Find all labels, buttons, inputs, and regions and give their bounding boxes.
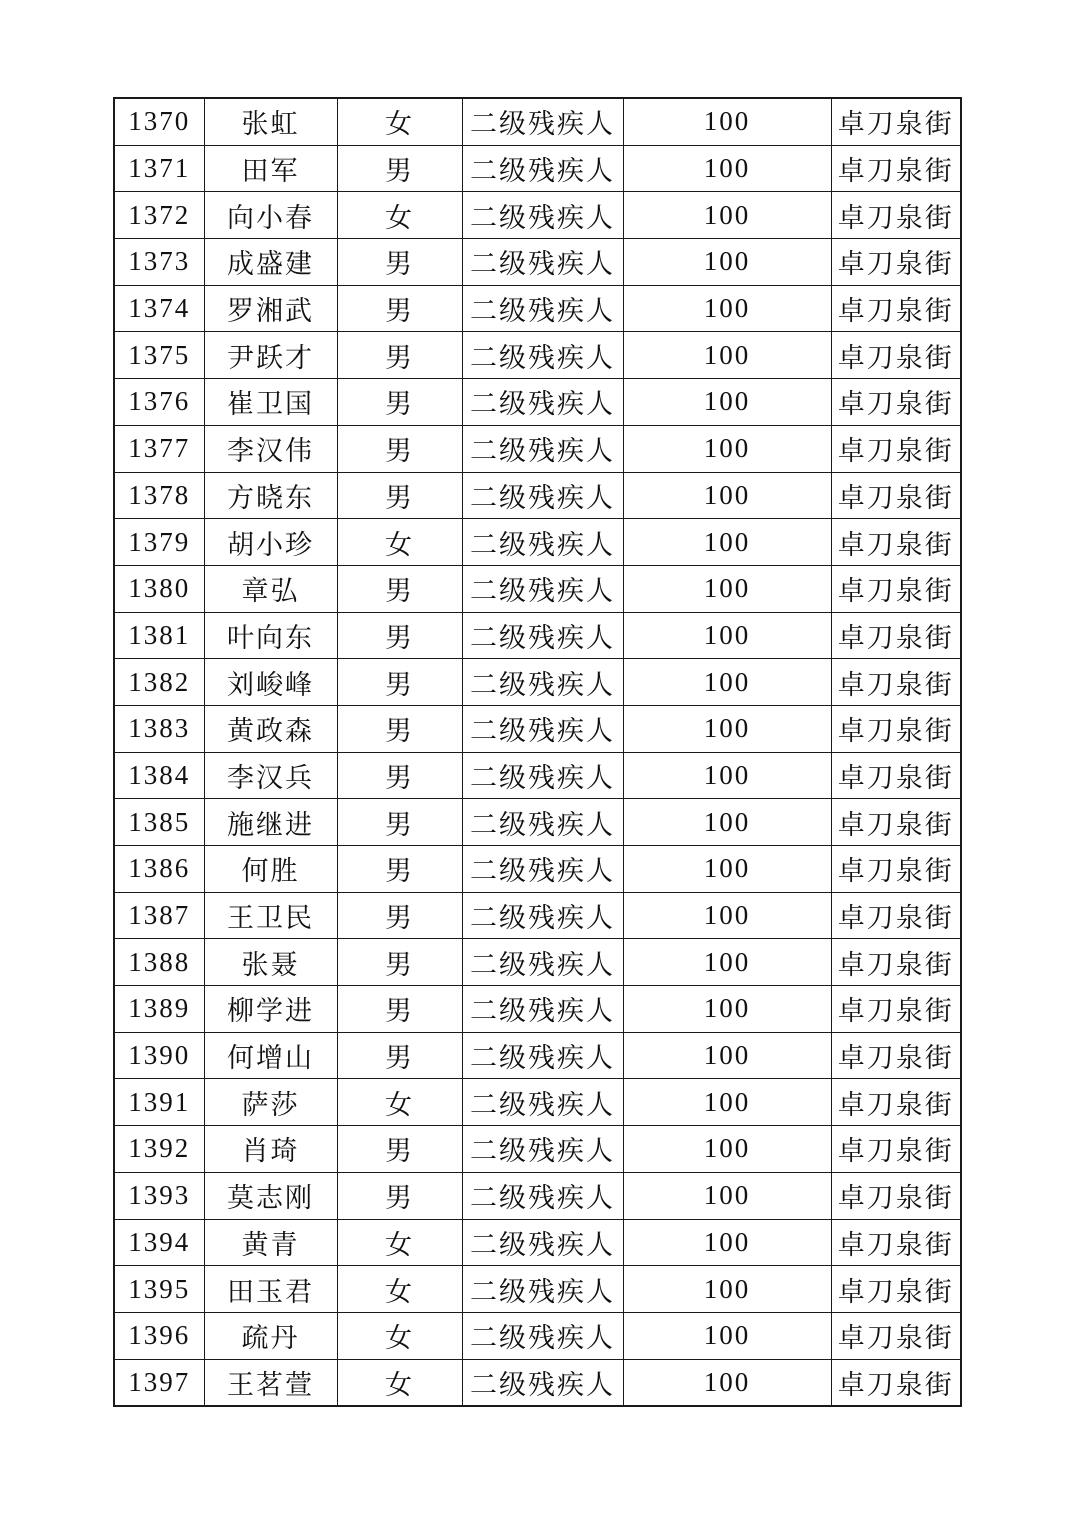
- cell-street: 卓刀泉街: [831, 1126, 961, 1173]
- cell-street: 卓刀泉街: [831, 425, 961, 472]
- cell-amount: 100: [623, 1312, 831, 1359]
- cell-disability-level: 二级残疾人: [462, 1359, 623, 1406]
- cell-disability-level: 二级残疾人: [462, 239, 623, 286]
- cell-disability-level: 二级残疾人: [462, 1219, 623, 1266]
- cell-amount: 100: [623, 1032, 831, 1079]
- table-row: [114, 1312, 961, 1359]
- table-row: [114, 98, 961, 145]
- cell-name: 田玉君: [204, 1266, 337, 1313]
- cell-number: 1374: [114, 285, 204, 332]
- cell-number: 1382: [114, 659, 204, 706]
- cell-amount: 100: [623, 425, 831, 472]
- table-row: [114, 1032, 961, 1079]
- cell-disability-level: 二级残疾人: [462, 1079, 623, 1126]
- cell-amount: 100: [623, 1172, 831, 1219]
- cell-disability-level: 二级残疾人: [462, 519, 623, 566]
- cell-name: 崔卫国: [204, 379, 337, 426]
- cell-name: 李汉伟: [204, 425, 337, 472]
- cell-amount: 100: [623, 1126, 831, 1173]
- cell-amount: 100: [623, 519, 831, 566]
- cell-street: 卓刀泉街: [831, 752, 961, 799]
- cell-number: 1380: [114, 565, 204, 612]
- table-row: [114, 472, 961, 519]
- table-row: [114, 1219, 961, 1266]
- cell-amount: 100: [623, 239, 831, 286]
- cell-street: 卓刀泉街: [831, 986, 961, 1033]
- cell-disability-level: 二级残疾人: [462, 192, 623, 239]
- cell-number: 1371: [114, 145, 204, 192]
- cell-number: 1390: [114, 1032, 204, 1079]
- cell-amount: 100: [623, 1079, 831, 1126]
- cell-gender: 男: [337, 799, 462, 846]
- cell-gender: 男: [337, 1126, 462, 1173]
- cell-name: 刘峻峰: [204, 659, 337, 706]
- cell-number: 1372: [114, 192, 204, 239]
- cell-amount: 100: [623, 1266, 831, 1313]
- cell-name: 田军: [204, 145, 337, 192]
- cell-disability-level: 二级残疾人: [462, 98, 623, 145]
- cell-amount: 100: [623, 659, 831, 706]
- cell-number: 1397: [114, 1359, 204, 1406]
- cell-number: 1381: [114, 612, 204, 659]
- cell-disability-level: 二级残疾人: [462, 986, 623, 1033]
- cell-street: 卓刀泉街: [831, 705, 961, 752]
- cell-number: 1377: [114, 425, 204, 472]
- cell-street: 卓刀泉街: [831, 612, 961, 659]
- table-row: [114, 986, 961, 1033]
- cell-disability-level: 二级残疾人: [462, 332, 623, 379]
- cell-amount: 100: [623, 846, 831, 893]
- table-row: [114, 145, 961, 192]
- cell-amount: 100: [623, 98, 831, 145]
- cell-amount: 100: [623, 145, 831, 192]
- table-row: [114, 1126, 961, 1173]
- cell-amount: 100: [623, 332, 831, 379]
- cell-street: 卓刀泉街: [831, 659, 961, 706]
- cell-amount: 100: [623, 379, 831, 426]
- cell-number: 1387: [114, 892, 204, 939]
- cell-name: 张虹: [204, 98, 337, 145]
- cell-disability-level: 二级残疾人: [462, 939, 623, 986]
- cell-name: 张聂: [204, 939, 337, 986]
- cell-number: 1388: [114, 939, 204, 986]
- cell-number: 1394: [114, 1219, 204, 1266]
- cell-number: 1393: [114, 1172, 204, 1219]
- cell-disability-level: 二级残疾人: [462, 379, 623, 426]
- cell-disability-level: 二级残疾人: [462, 425, 623, 472]
- cell-amount: 100: [623, 192, 831, 239]
- cell-gender: 女: [337, 192, 462, 239]
- cell-name: 罗湘武: [204, 285, 337, 332]
- cell-disability-level: 二级残疾人: [462, 285, 623, 332]
- table-row: [114, 752, 961, 799]
- table-row: [114, 425, 961, 472]
- cell-number: 1376: [114, 379, 204, 426]
- cell-gender: 男: [337, 472, 462, 519]
- cell-street: 卓刀泉街: [831, 846, 961, 893]
- cell-name: 疏丹: [204, 1312, 337, 1359]
- cell-number: 1375: [114, 332, 204, 379]
- cell-number: 1383: [114, 705, 204, 752]
- cell-number: 1391: [114, 1079, 204, 1126]
- cell-street: 卓刀泉街: [831, 239, 961, 286]
- cell-number: 1392: [114, 1126, 204, 1173]
- table-row: [114, 1172, 961, 1219]
- cell-street: 卓刀泉街: [831, 472, 961, 519]
- table-row: [114, 1359, 961, 1406]
- cell-gender: 男: [337, 846, 462, 893]
- cell-name: 施继进: [204, 799, 337, 846]
- cell-number: 1386: [114, 846, 204, 893]
- cell-street: 卓刀泉街: [831, 565, 961, 612]
- cell-name: 李汉兵: [204, 752, 337, 799]
- table-row: [114, 379, 961, 426]
- cell-amount: 100: [623, 1359, 831, 1406]
- cell-amount: 100: [623, 285, 831, 332]
- cell-gender: 男: [337, 612, 462, 659]
- cell-disability-level: 二级残疾人: [462, 145, 623, 192]
- cell-gender: 男: [337, 1172, 462, 1219]
- cell-street: 卓刀泉街: [831, 192, 961, 239]
- table-row: [114, 192, 961, 239]
- cell-amount: 100: [623, 986, 831, 1033]
- cell-name: 黄青: [204, 1219, 337, 1266]
- cell-gender: 男: [337, 425, 462, 472]
- table-row: [114, 239, 961, 286]
- cell-disability-level: 二级残疾人: [462, 705, 623, 752]
- cell-gender: 男: [337, 379, 462, 426]
- cell-disability-level: 二级残疾人: [462, 1172, 623, 1219]
- cell-disability-level: 二级残疾人: [462, 1126, 623, 1173]
- cell-gender: 女: [337, 1079, 462, 1126]
- cell-amount: 100: [623, 752, 831, 799]
- cell-disability-level: 二级残疾人: [462, 799, 623, 846]
- cell-disability-level: 二级残疾人: [462, 1312, 623, 1359]
- cell-gender: 女: [337, 1219, 462, 1266]
- table-row: [114, 892, 961, 939]
- cell-disability-level: 二级残疾人: [462, 1032, 623, 1079]
- cell-street: 卓刀泉街: [831, 1079, 961, 1126]
- cell-gender: 男: [337, 145, 462, 192]
- cell-name: 莫志刚: [204, 1172, 337, 1219]
- cell-name: 章弘: [204, 565, 337, 612]
- cell-gender: 男: [337, 239, 462, 286]
- cell-gender: 男: [337, 939, 462, 986]
- cell-street: 卓刀泉街: [831, 285, 961, 332]
- cell-disability-level: 二级残疾人: [462, 565, 623, 612]
- cell-gender: 女: [337, 1266, 462, 1313]
- cell-number: 1370: [114, 98, 204, 145]
- table-row: [114, 799, 961, 846]
- cell-number: 1373: [114, 239, 204, 286]
- cell-disability-level: 二级残疾人: [462, 1266, 623, 1313]
- cell-street: 卓刀泉街: [831, 939, 961, 986]
- cell-name: 叶向东: [204, 612, 337, 659]
- cell-street: 卓刀泉街: [831, 1219, 961, 1266]
- cell-number: 1385: [114, 799, 204, 846]
- cell-number: 1389: [114, 986, 204, 1033]
- table-row: [114, 1079, 961, 1126]
- cell-street: 卓刀泉街: [831, 1359, 961, 1406]
- cell-street: 卓刀泉街: [831, 892, 961, 939]
- cell-street: 卓刀泉街: [831, 98, 961, 145]
- cell-gender: 男: [337, 752, 462, 799]
- cell-disability-level: 二级残疾人: [462, 846, 623, 893]
- cell-amount: 100: [623, 472, 831, 519]
- cell-number: 1379: [114, 519, 204, 566]
- cell-disability-level: 二级残疾人: [462, 892, 623, 939]
- cell-gender: 男: [337, 659, 462, 706]
- roster-table: [113, 97, 962, 1407]
- cell-number: 1396: [114, 1312, 204, 1359]
- cell-number: 1378: [114, 472, 204, 519]
- cell-name: 萨莎: [204, 1079, 337, 1126]
- cell-street: 卓刀泉街: [831, 1032, 961, 1079]
- cell-gender: 女: [337, 98, 462, 145]
- cell-name: 黄政森: [204, 705, 337, 752]
- cell-name: 方晓东: [204, 472, 337, 519]
- table-row: [114, 939, 961, 986]
- cell-street: 卓刀泉街: [831, 1312, 961, 1359]
- cell-street: 卓刀泉街: [831, 519, 961, 566]
- table-row: [114, 659, 961, 706]
- cell-gender: 男: [337, 1032, 462, 1079]
- table-row: [114, 332, 961, 379]
- cell-amount: 100: [623, 799, 831, 846]
- table-row: [114, 285, 961, 332]
- cell-name: 成盛建: [204, 239, 337, 286]
- cell-disability-level: 二级残疾人: [462, 752, 623, 799]
- cell-gender: 女: [337, 1312, 462, 1359]
- cell-name: 何增山: [204, 1032, 337, 1079]
- roster-table-body: [114, 98, 961, 1406]
- cell-amount: 100: [623, 612, 831, 659]
- cell-gender: 女: [337, 1359, 462, 1406]
- cell-disability-level: 二级残疾人: [462, 472, 623, 519]
- cell-name: 肖琦: [204, 1126, 337, 1173]
- cell-gender: 男: [337, 892, 462, 939]
- cell-name: 王茗萱: [204, 1359, 337, 1406]
- cell-name: 柳学进: [204, 986, 337, 1033]
- cell-street: 卓刀泉街: [831, 145, 961, 192]
- cell-name: 何胜: [204, 846, 337, 893]
- cell-street: 卓刀泉街: [831, 1266, 961, 1313]
- cell-amount: 100: [623, 705, 831, 752]
- cell-gender: 男: [337, 332, 462, 379]
- cell-street: 卓刀泉街: [831, 799, 961, 846]
- cell-name: 向小春: [204, 192, 337, 239]
- cell-amount: 100: [623, 565, 831, 612]
- cell-number: 1384: [114, 752, 204, 799]
- cell-name: 王卫民: [204, 892, 337, 939]
- cell-disability-level: 二级残疾人: [462, 612, 623, 659]
- cell-amount: 100: [623, 1219, 831, 1266]
- cell-amount: 100: [623, 892, 831, 939]
- cell-name: 尹跃才: [204, 332, 337, 379]
- cell-street: 卓刀泉街: [831, 1172, 961, 1219]
- table-row: [114, 565, 961, 612]
- table-row: [114, 846, 961, 893]
- table-row: [114, 1266, 961, 1313]
- cell-number: 1395: [114, 1266, 204, 1313]
- table-row: [114, 612, 961, 659]
- cell-amount: 100: [623, 939, 831, 986]
- cell-gender: 女: [337, 519, 462, 566]
- cell-name: 胡小珍: [204, 519, 337, 566]
- table-row: [114, 705, 961, 752]
- cell-gender: 男: [337, 565, 462, 612]
- cell-gender: 男: [337, 986, 462, 1033]
- cell-gender: 男: [337, 285, 462, 332]
- cell-disability-level: 二级残疾人: [462, 659, 623, 706]
- table-row: [114, 519, 961, 566]
- cell-street: 卓刀泉街: [831, 379, 961, 426]
- cell-street: 卓刀泉街: [831, 332, 961, 379]
- cell-gender: 男: [337, 705, 462, 752]
